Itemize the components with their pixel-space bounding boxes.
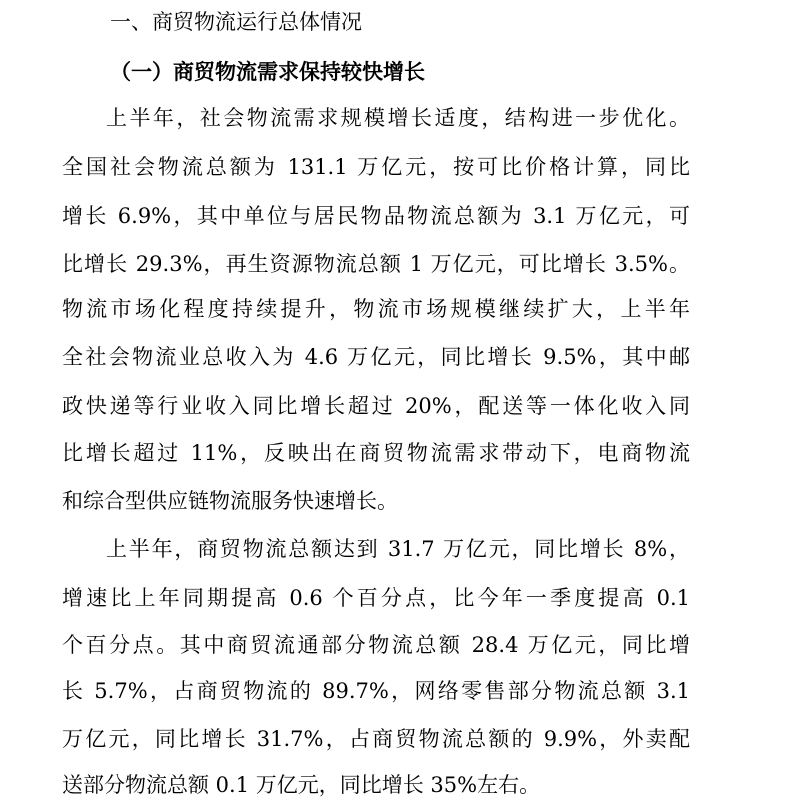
paragraph-line: 和综合型供应链物流服务快速增长。: [62, 489, 398, 513]
paragraph-line: 万亿元，同比增长 31.7%，占商贸物流总额的 9.9%，外卖配: [62, 727, 690, 751]
paragraph-line: 增速比上年同期提高 0.6 个百分点，比今年一季度提高 0.1: [62, 586, 690, 610]
paragraph-line: 比增长超过 11%，反映出在商贸物流需求带动下，电商物流: [62, 441, 690, 465]
paragraph-line: 物流市场化程度持续提升，物流市场规模继续扩大，上半年: [62, 297, 690, 321]
subsection-heading: （一）商贸物流需求保持较快增长: [110, 60, 425, 84]
paragraph-line: 增长 6.9%，其中单位与居民物品物流总额为 3.1 万亿元，可: [62, 204, 690, 228]
paragraph-line: 送部分物流总额 0.1 万亿元，同比增长 35%左右。: [62, 773, 541, 797]
paragraph-line: 比增长 29.3%，再生资源物流总额 1 万亿元，可比增长 3.5%。: [62, 252, 690, 276]
paragraph-line: 上半年，商贸物流总额达到 31.7 万亿元，同比增长 8%，: [106, 537, 690, 561]
paragraph-line: 个百分点。其中商贸流通部分物流总额 28.4 万亿元，同比增: [62, 633, 690, 657]
section-heading: 一、商贸物流运行总体情况: [110, 10, 362, 34]
paragraph-line: 全社会物流业总收入为 4.6 万亿元，同比增长 9.5%，其中邮: [62, 345, 690, 369]
paragraph-line: 长 5.7%，占商贸物流的 89.7%，网络零售部分物流总额 3.1: [62, 679, 690, 703]
paragraph-line: 全国社会物流总额为 131.1 万亿元，按可比价格计算，同比: [62, 155, 690, 179]
paragraph-line: 政快递等行业收入同比增长超过 20%，配送等一体化收入同: [62, 394, 690, 418]
paragraph-line: 上半年，社会物流需求规模增长适度，结构进一步优化。: [106, 106, 690, 130]
